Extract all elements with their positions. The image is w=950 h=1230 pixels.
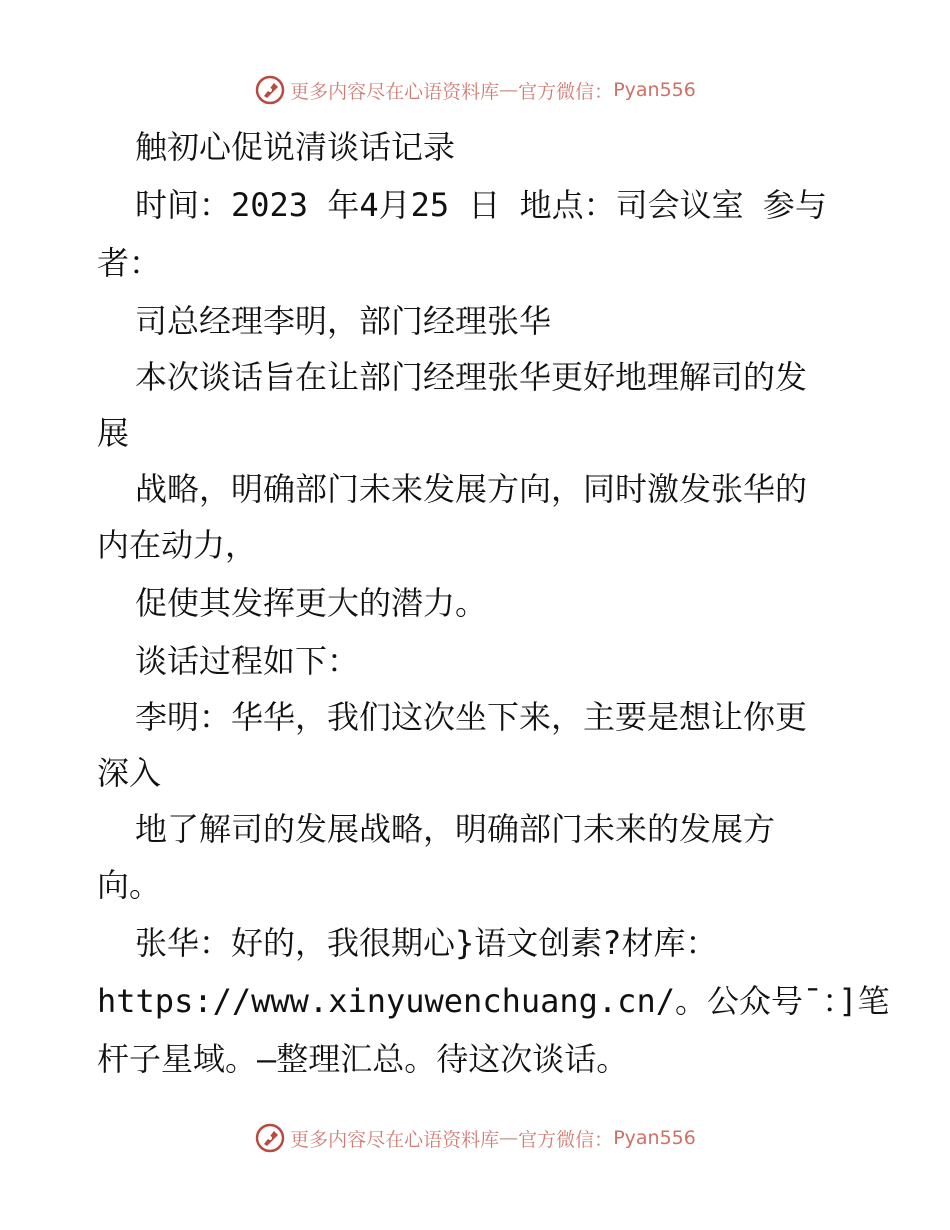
watermark-separator: —: [499, 1127, 519, 1149]
doc-line: 谈话过程如下：: [135, 642, 360, 680]
watermark-official: 官方微信：: [518, 80, 614, 103]
watermark-separator: —: [499, 79, 519, 101]
doc-line: 司总经理李明，部门经理张华: [135, 302, 552, 340]
doc-line: https://www.xinyuwenchuang.cn/。公众号¯：]笔: [97, 982, 890, 1020]
watermark-text: 更多内容尽在心语资料库: [290, 1128, 500, 1151]
doc-line: 时间：2023 年4月25 日 地点：司会议室 参与: [135, 186, 827, 224]
doc-line: 李明：华华，我们这次坐下来，主要是想让你更: [135, 698, 808, 736]
pen-nib-circle-icon: [254, 74, 286, 106]
doc-line: 促使其发挥更大的潜力。: [135, 584, 488, 622]
pen-nib-circle-icon: [254, 1122, 286, 1154]
doc-line: 向。: [97, 866, 162, 904]
doc-line: 杆子星域。—整理汇总。待这次谈话。: [97, 1040, 629, 1078]
doc-line: 张华：好的，我很期心}语文创素?材库：: [135, 924, 718, 962]
doc-line: 者：: [97, 244, 162, 282]
watermark-wechat-id: Pyan556: [613, 1127, 696, 1149]
doc-line: 地了解司的发展战略，明确部门未来的发展方: [135, 810, 776, 848]
footer-watermark: [0, 1118, 950, 1158]
doc-title: 触初心促说清谈话记录: [135, 128, 456, 166]
doc-line: 战略，明确部门未来发展方向，同时激发张华的: [135, 470, 808, 508]
doc-line: 深入: [97, 754, 162, 792]
doc-line: 展: [97, 414, 130, 452]
document-body: [97, 118, 890, 1088]
header-watermark: [0, 70, 950, 110]
watermark-official: 官方微信：: [518, 1128, 614, 1151]
watermark-wechat-id: Pyan556: [613, 79, 696, 101]
watermark-text: 更多内容尽在心语资料库: [290, 80, 500, 103]
doc-line: 内在动力，: [97, 526, 258, 564]
doc-line: 本次谈话旨在让部门经理张华更好地理解司的发: [135, 358, 808, 396]
